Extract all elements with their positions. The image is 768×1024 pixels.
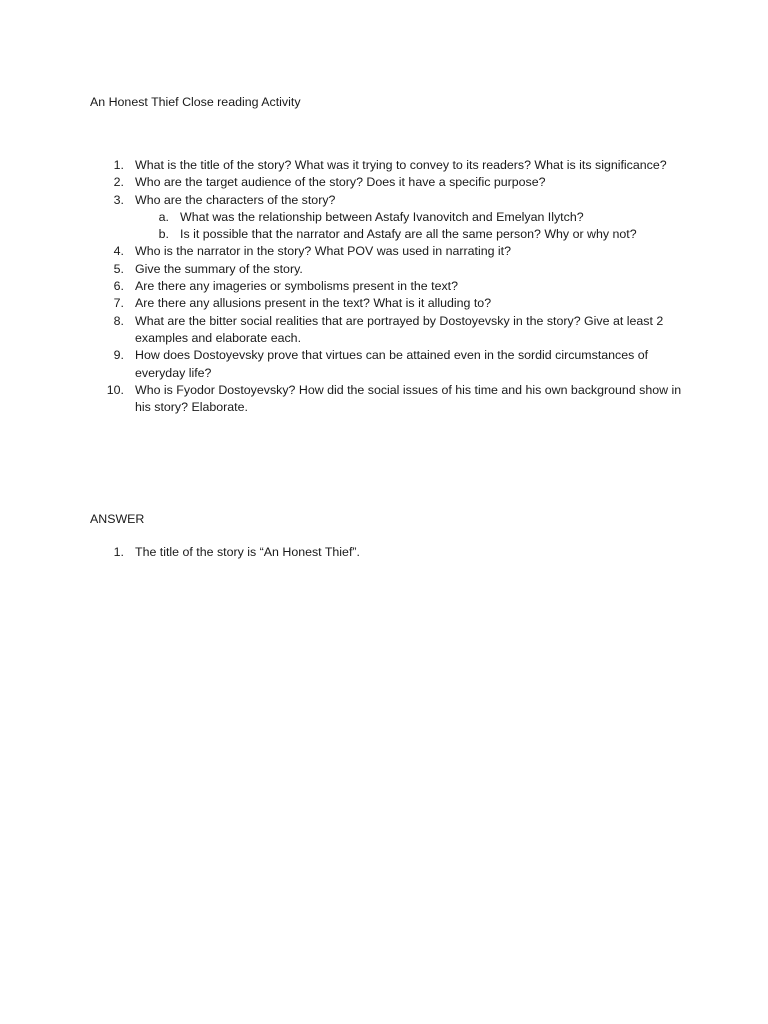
answer-number: 1. — [113, 545, 124, 559]
question-item — [90, 174, 690, 191]
question-number: 10. — [106, 382, 124, 397]
question-number: 2. — [113, 175, 124, 190]
question-item — [90, 382, 690, 417]
question-text: Are there any imageries or symbolisms present in the text? — [135, 279, 458, 294]
document-title: An Honest Thief Close reading Activity — [90, 95, 301, 109]
question-number: 5. — [113, 261, 124, 276]
question-list — [90, 157, 690, 416]
question-number: 9. — [113, 348, 124, 363]
question-number: 7. — [113, 296, 124, 311]
question-item — [90, 192, 690, 244]
question-item — [90, 157, 690, 174]
subquestion-text: Is it possible that the narrator and Astafy are all the same person? Why or why not? — [180, 227, 637, 242]
answer-item — [90, 544, 690, 561]
question-number: 1. — [113, 158, 124, 172]
question-item — [90, 313, 690, 348]
subquestion-letter: a. — [158, 209, 169, 224]
question-text: Who is Fyodor Dostoyevsky? How did the social issues of his time and his own background show in his story? Elaborate. — [135, 382, 682, 415]
subquestion-text: What was the relationship between Astafy Ivanovitch and Emelyan Ilytch? — [180, 209, 584, 224]
question-number: 4. — [113, 244, 124, 259]
answer-list — [90, 544, 690, 561]
subquestion-list — [135, 209, 690, 244]
question-item — [90, 243, 690, 260]
question-text: Who is the narrator in the story? What POV was used in narrating it? — [135, 244, 512, 259]
question-text: What are the bitter social realities that are portrayed by Dostoyevsky in the story? Give at least 2 examples and elaborate each. — [135, 313, 664, 345]
question-text: Who are the target audience of the story? Does it have a specific purpose? — [135, 175, 546, 190]
question-text: Give the summary of the story. — [135, 261, 303, 276]
question-text: Who are the characters of the story? — [135, 192, 336, 207]
question-text: What is the title of the story? What was it trying to convey to its readers? What is its significance? — [135, 158, 667, 172]
subquestion-letter: b. — [158, 227, 169, 242]
subquestion-item — [135, 226, 690, 243]
answer-text: The title of the story is “An Honest Thief”. — [135, 545, 360, 559]
question-item — [90, 278, 690, 295]
question-number: 6. — [113, 279, 124, 294]
question-item — [90, 295, 690, 312]
answer-heading: ANSWER — [90, 512, 145, 526]
subquestion-item — [135, 209, 690, 226]
question-text: Are there any allusions present in the text? What is it alluding to? — [135, 296, 492, 311]
question-number: 8. — [113, 313, 124, 328]
question-item — [90, 261, 690, 278]
question-item — [90, 347, 690, 382]
question-text: How does Dostoyevsky prove that virtues can be attained even in the sordid circumstances of everyday life? — [135, 348, 649, 380]
question-number: 3. — [113, 192, 124, 207]
